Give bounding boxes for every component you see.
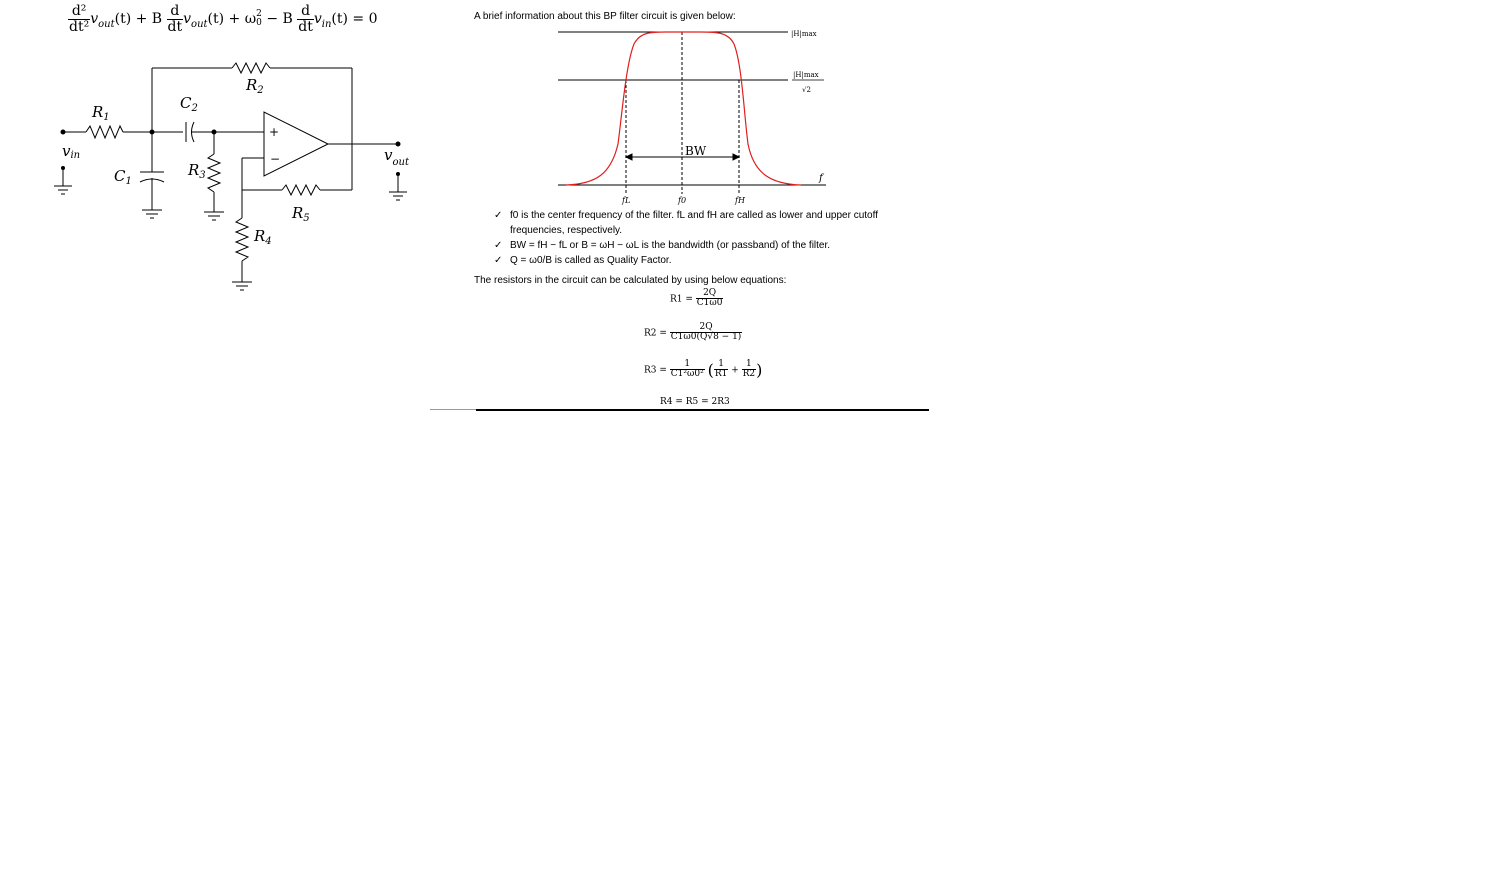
d2-denominator: dt²: [69, 18, 90, 35]
r5-resistor: [282, 185, 320, 195]
bandpass-circuit-schematic: [50, 60, 430, 300]
d3-numerator: d: [301, 3, 311, 19]
eq-minus-b: − B: [261, 11, 293, 28]
r4-resistor: [236, 218, 248, 261]
eq-vout-2-sub: out: [191, 18, 208, 30]
r3-resistor: [208, 154, 220, 192]
check-icon: ✓: [494, 210, 503, 221]
second-derivative-fraction: [68, 4, 90, 34]
d-numerator: d: [170, 3, 180, 19]
bullet-item: ✓ f0 is the center frequency of the filter. fL and fH are called as lower and upper cutoff: [494, 210, 878, 221]
opamp-minus: −: [270, 152, 281, 166]
r2-label: $R_2$: [246, 76, 264, 96]
eq-term1-tail: (t) + B: [114, 11, 163, 28]
eq-r2: R2 = $\frac{2Q}{C1\omega 0(Q√8 - 1)}$: [644, 322, 742, 343]
eq-vin: v: [313, 11, 322, 28]
omega-sub: 0: [256, 18, 262, 29]
eq-term2-tail: (t) + ω: [207, 11, 257, 28]
eq-r1: R1 = $\frac{2Q}{C1\omega 0}$: [670, 288, 723, 309]
d3-denominator: dt: [298, 18, 313, 35]
f-axis-label: f: [819, 173, 823, 184]
bottom-rule-light: [430, 409, 476, 410]
check-icon: ✓: [494, 255, 503, 266]
r4-label: $R_4$: [254, 227, 272, 247]
response-curve: [566, 32, 801, 185]
fl-label: fL: [622, 196, 631, 205]
fh-label: fH: [735, 196, 745, 205]
vin-label: vin: [62, 142, 81, 161]
differential-equation: [68, 4, 378, 34]
bandpass-response-graph: [556, 24, 836, 210]
eq-vin-sub: in: [321, 18, 332, 30]
op-amp: [264, 112, 328, 176]
d-denominator: dt: [167, 18, 183, 35]
vout-label: $v_{out}$: [384, 146, 409, 168]
vout-terminal: [396, 142, 400, 146]
hmax-over-root2-den: √2: [802, 86, 811, 94]
r1-resistor: [86, 126, 123, 138]
omega-sup: 2: [256, 9, 262, 20]
hmax-label: |H|max: [791, 30, 817, 38]
r2-resistor: [232, 63, 270, 73]
f0-label: f0: [678, 196, 687, 205]
eq-vout-2: v: [183, 11, 192, 28]
info-intro: A brief information about this BP filter circuit is given below:: [474, 11, 736, 22]
bullet-list: [494, 208, 934, 268]
third-derivative-fraction: [297, 4, 314, 34]
eq-r4-r5: R4 = R5 = 2R3: [660, 397, 730, 407]
r1-label: $R_1$: [92, 103, 110, 123]
bottom-rule: [476, 409, 929, 411]
d2-numerator: d²: [71, 3, 87, 19]
eq-r3: R3 = $\frac{1}{\text{C1²ω0²}}$ ( $\frac{1}{R1}$ + $\frac{1}{R2}$ ): [644, 359, 763, 380]
bullet-item: ✓ Q = ω0/B is called as Quality Factor.: [494, 255, 672, 266]
eq-vout-1-sub: out: [98, 18, 115, 30]
bullet-item: ✓ BW = fH − fL or B = ωH − ωL is the bandwidth (or passband) of the filter.: [494, 240, 831, 251]
opamp-plus: +: [269, 125, 280, 139]
c2-label: $C_2$: [180, 94, 198, 114]
c1-label: $C_1$: [114, 167, 132, 187]
bullet-item-cont: frequencies, respectively.: [510, 225, 623, 236]
hmax-over-root2-num: |H|max: [793, 71, 819, 79]
eq-vout-1: v: [90, 11, 99, 28]
eq-term3-tail: (t) = 0: [331, 11, 378, 28]
r5-label: $R_5$: [292, 204, 310, 224]
r3-label: $R_3$: [188, 161, 206, 181]
bw-label: BW: [685, 144, 707, 158]
resistors-intro: The resistors in the circuit can be calculated by using below equations:: [474, 275, 787, 286]
first-derivative-fraction: [167, 4, 184, 34]
check-icon: ✓: [494, 240, 503, 251]
